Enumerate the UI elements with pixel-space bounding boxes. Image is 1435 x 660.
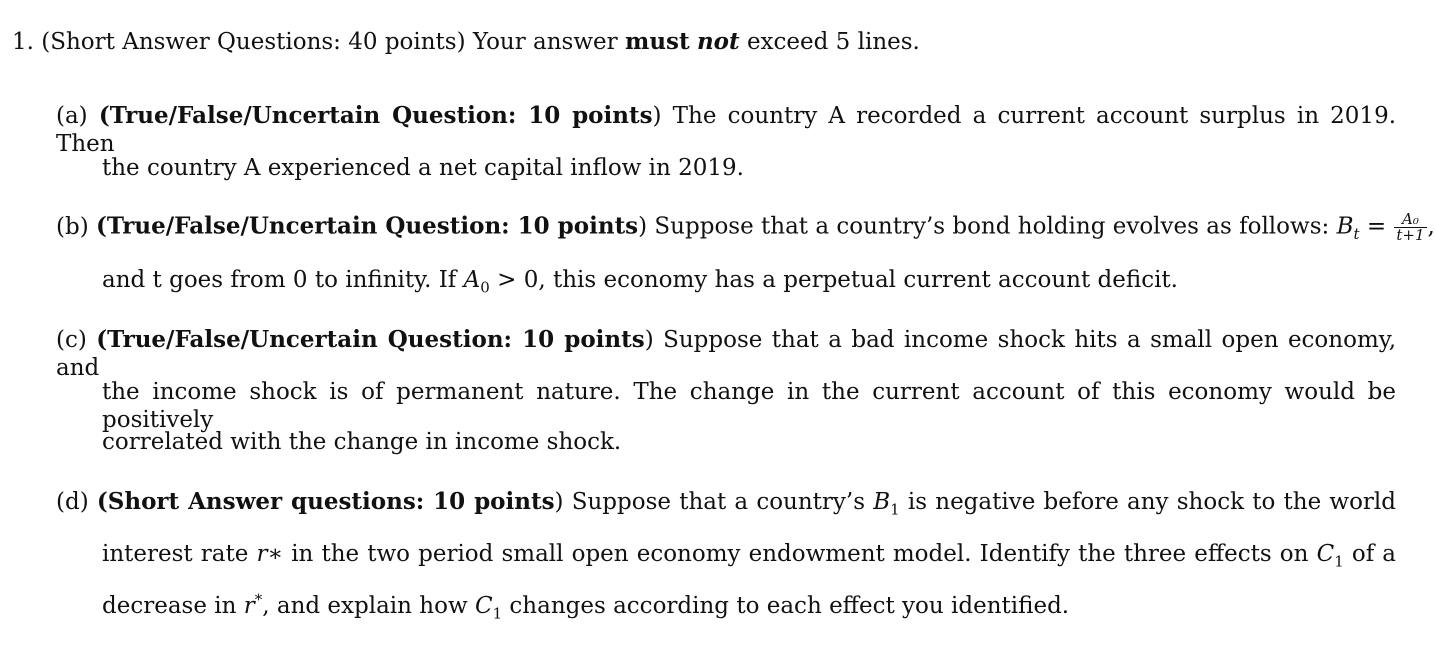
part-c-text-2: the income shock is of permanent nature. The change in the current account of this economy would be positively — [102, 379, 1396, 433]
part-b-text-1: ) Suppose that a country’s bond holding evolves as follows: — [638, 213, 1330, 240]
math-one-subscript: 1 — [890, 500, 900, 519]
part-d-text-1a: ) Suppose that a country’s — [554, 489, 866, 515]
part-c-text-3: correlated with the change in income shock. — [102, 429, 622, 455]
part-d-text-3c: changes according to each effect you identified. — [509, 593, 1070, 619]
part-c-line-2 — [102, 378, 1396, 434]
emphasis-must: must — [624, 28, 690, 55]
math-A: A — [463, 267, 481, 293]
math-C1-b: C — [474, 593, 493, 619]
part-a-line-1 — [56, 102, 1396, 158]
part-c-line-3 — [102, 428, 621, 456]
part-d-text-2b: in the two period small open economy endowment model. Identify the three effects on — [291, 541, 1309, 567]
question-header-tail: exceed 5 lines. — [746, 29, 920, 55]
part-d-line-3 — [102, 590, 1070, 623]
part-a-text-2: the country A experienced a net capital inflow in 2019. — [102, 155, 744, 181]
part-a-type: (True/False/Uncertain Question: 10 points — [98, 102, 653, 129]
part-a-text-1: ) The country A recorded a current account surplus in 2019. Then — [56, 103, 1397, 157]
part-d-type: (Short Answer questions: 10 points — [96, 488, 555, 515]
math-B: B — [1336, 213, 1354, 240]
part-d-line-1 — [56, 488, 1396, 519]
part-c-label: (c) — [56, 327, 87, 353]
question-number: 1. — [12, 29, 34, 55]
part-c-line-1 — [56, 326, 1396, 382]
part-b-label: (b) — [56, 213, 89, 240]
math-star-superscript: * — [254, 590, 263, 609]
question-header-text: (Short Answer Questions: 40 points) Your answer — [41, 29, 618, 55]
math-r: r — [243, 593, 255, 619]
part-d-text-3a: decrease in — [102, 593, 237, 619]
part-d-label: (d) — [56, 489, 89, 515]
part-b-line-1 — [56, 212, 1435, 243]
math-fraction — [1394, 212, 1426, 243]
math-r-star: r∗ — [256, 541, 284, 567]
fraction-numerator: A₀ — [1394, 212, 1426, 228]
emphasis-not: not — [696, 28, 740, 55]
part-d-text-2c: of a — [1351, 541, 1397, 567]
part-c-text-1: ) Suppose that a bad income shock hits a small open economy, and — [56, 327, 1397, 381]
math-zero-subscript: 0 — [480, 278, 490, 297]
part-a-label: (a) — [56, 103, 88, 129]
math-t-subscript: t — [1353, 225, 1360, 244]
math-B1: B — [873, 489, 891, 515]
part-d-text-1b: is negative before any shock to the world — [907, 489, 1396, 515]
math-one-subscript-c2: 1 — [492, 604, 503, 623]
part-d-text-2a: interest rate — [102, 541, 249, 567]
part-b-text-2b: > 0, this economy has a perpetual current account deficit. — [497, 267, 1178, 293]
math-one-subscript-c: 1 — [1334, 552, 1344, 571]
part-b-type: (True/False/Uncertain Question: 10 points — [95, 212, 639, 240]
math-comma: , — [1427, 213, 1435, 240]
question-header — [12, 28, 920, 56]
part-d-line-2 — [102, 540, 1397, 571]
part-c-type: (True/False/Uncertain Question: 10 points — [96, 326, 645, 353]
part-a-line-2 — [102, 154, 744, 182]
fraction-denominator: t+1 — [1396, 226, 1425, 244]
math-equals: = — [1366, 213, 1387, 240]
math-C1: C — [1316, 541, 1335, 567]
part-d-text-3b: , and explain how — [262, 593, 468, 619]
part-b-text-2a: and t goes from 0 to infinity. If — [102, 267, 457, 293]
part-b-line-2 — [102, 266, 1178, 297]
